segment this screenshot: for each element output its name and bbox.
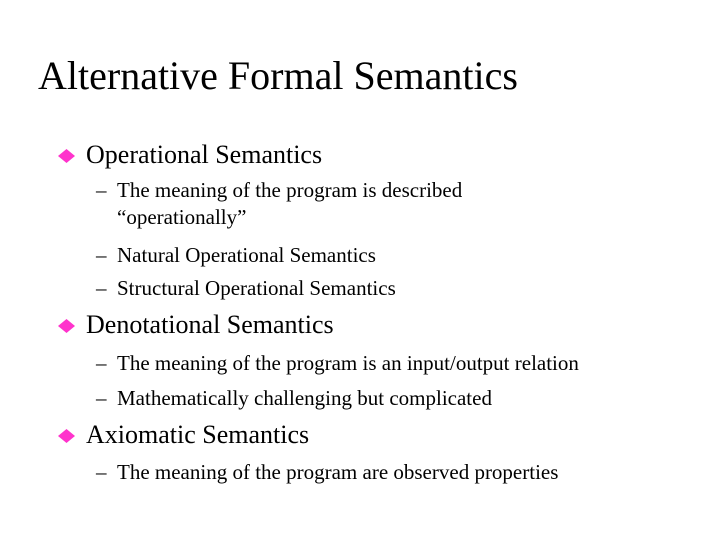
dash-marker: – [96,178,107,202]
diamond-bullet-icon [58,149,75,163]
diamond-bullet-icon [58,319,75,333]
sub-point-text: “operationally” [117,205,247,229]
sub-point-text: The meaning of the program is described [117,178,463,202]
slide-title: Alternative Formal Semantics [38,53,518,98]
bullet-heading: Denotational Semantics [86,310,334,339]
dash-marker: – [96,351,107,375]
sub-point-text: The meaning of the program is an input/output relation [117,351,579,375]
dash-marker: – [96,460,107,484]
bullet-heading: Axiomatic Semantics [86,420,310,449]
sub-point-text: Structural Operational Semantics [117,276,396,300]
dash-marker: – [96,276,107,300]
sub-point-text: Mathematically challenging but complicated [117,386,492,410]
sub-point-text: Natural Operational Semantics [117,243,376,267]
dash-marker: – [96,243,107,267]
diamond-bullet-icon [58,429,75,443]
bullet-heading: Operational Semantics [86,140,323,169]
dash-marker: – [96,386,107,410]
sub-point-text: The meaning of the program are observed properties [117,460,559,484]
